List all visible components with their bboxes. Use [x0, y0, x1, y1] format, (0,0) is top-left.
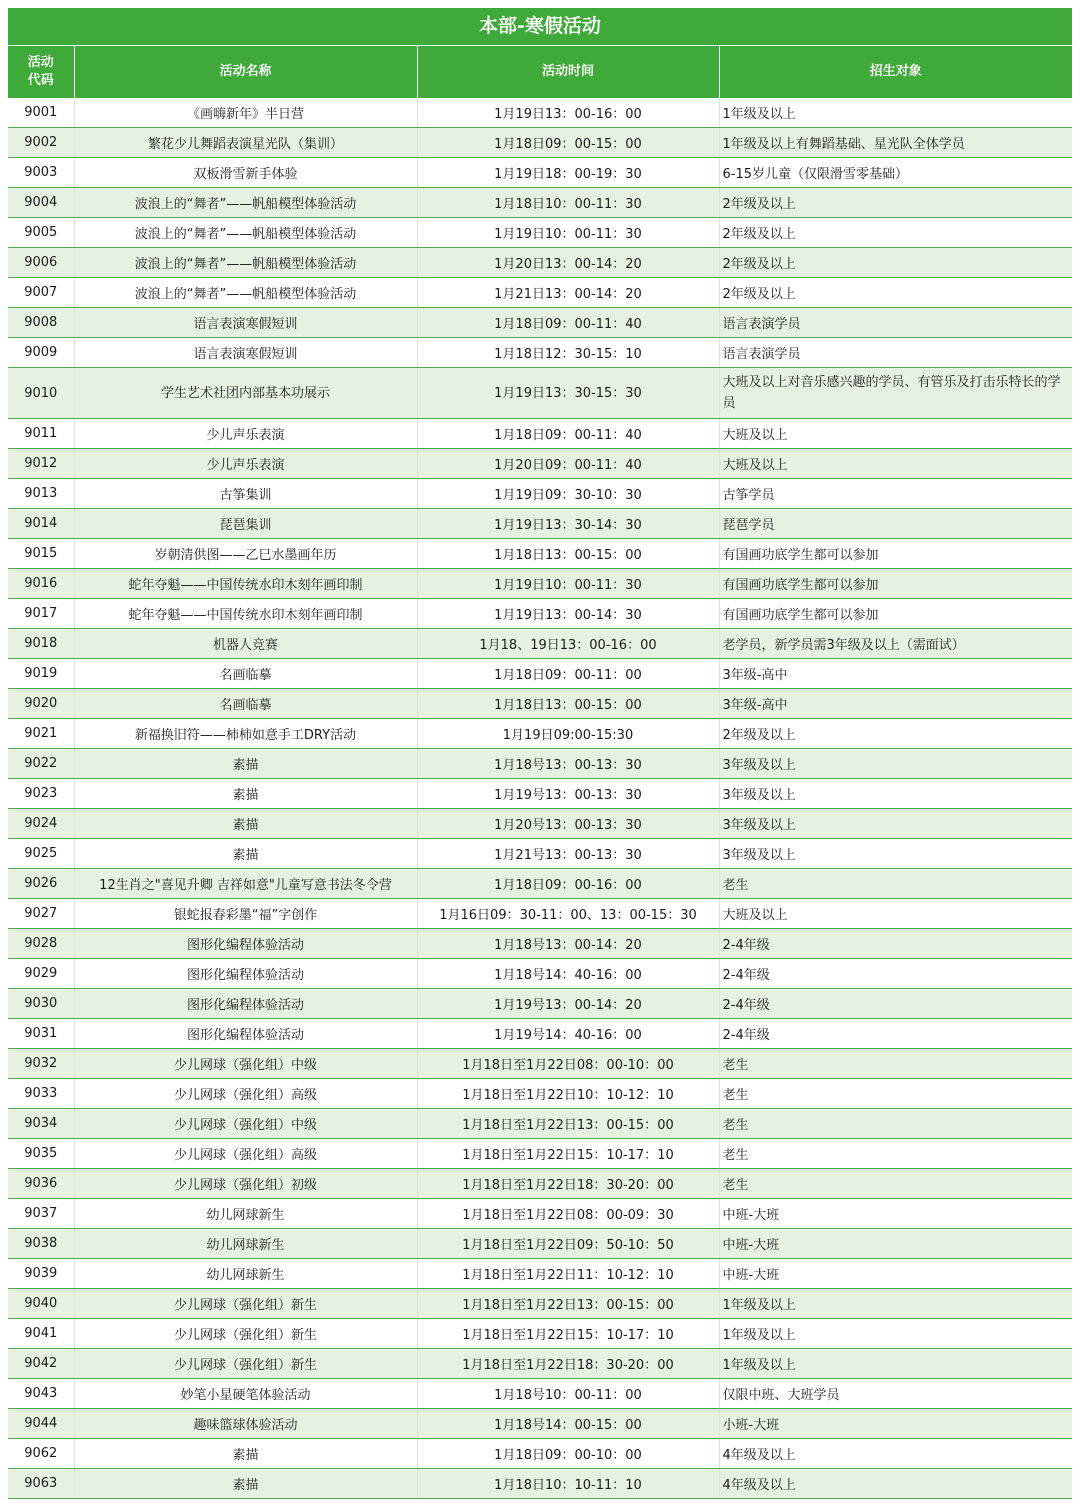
- cell-code: 9029: [8, 959, 74, 989]
- cell-name: 机器人竞赛: [74, 629, 417, 659]
- table-row: [8, 689, 1072, 719]
- cell-time: 1月18日09：00-15：00: [417, 128, 719, 158]
- cell-name: 岁朝清供图——乙巳水墨画年历: [74, 539, 417, 569]
- cell-time: 1月18日至1月22日09：50-10：50: [417, 1229, 719, 1259]
- table-row: [8, 1169, 1072, 1199]
- cell-code: 9044: [8, 1409, 74, 1439]
- cell-target: 2-4年级: [719, 1019, 1072, 1049]
- cell-time: 1月20号13：00-13：30: [417, 809, 719, 839]
- cell-name: 图形化编程体验活动: [74, 1019, 417, 1049]
- cell-code: 9003: [8, 158, 74, 188]
- cell-target: 大班及以上对音乐感兴趣的学员、有管乐及打击乐特长的学员: [719, 368, 1072, 419]
- cell-time: 1月19日09：30-10：30: [417, 479, 719, 509]
- cell-time: 1月19日13：00-14：30: [417, 599, 719, 629]
- cell-time: 1月19号14：40-16：00: [417, 1019, 719, 1049]
- cell-target: 3年级及以上: [719, 779, 1072, 809]
- cell-code: 9010: [8, 368, 74, 419]
- cell-target: 3年级-高中: [719, 659, 1072, 689]
- cell-time: 1月21日13：00-14：20: [417, 278, 719, 308]
- cell-name: 妙笔小星硬笔体验活动: [74, 1379, 417, 1409]
- table-row: [8, 479, 1072, 509]
- cell-target: 中班-大班: [719, 1259, 1072, 1289]
- cell-target: 老生: [719, 1109, 1072, 1139]
- table-row: [8, 338, 1072, 368]
- cell-time: 1月18号14：00-15：00: [417, 1409, 719, 1439]
- cell-code: 9023: [8, 779, 74, 809]
- cell-time: 1月19日10：00-11：30: [417, 218, 719, 248]
- cell-target: 2-4年级: [719, 929, 1072, 959]
- cell-time: 1月18日09：00-11：00: [417, 659, 719, 689]
- cell-time: 1月19日13：30-14：30: [417, 509, 719, 539]
- cell-time: 1月18日至1月22日08：00-09：30: [417, 1199, 719, 1229]
- cell-name: 少儿声乐表演: [74, 449, 417, 479]
- cell-time: 1月19日10：00-11：30: [417, 569, 719, 599]
- table-row: [8, 749, 1072, 779]
- cell-time: 1月18日09：00-10：00: [417, 1439, 719, 1469]
- cell-code: 9033: [8, 1079, 74, 1109]
- table-row: [8, 278, 1072, 308]
- table-row: [8, 419, 1072, 449]
- cell-time: 1月18日至1月22日10：10-12：10: [417, 1079, 719, 1109]
- cell-time: 1月18日10：00-11：30: [417, 188, 719, 218]
- cell-name: 语言表演寒假短训: [74, 338, 417, 368]
- table-row: [8, 128, 1072, 158]
- table-row: [8, 929, 1072, 959]
- cell-code: 9017: [8, 599, 74, 629]
- cell-name: 银蛇报春彩墨“福”字创作: [74, 899, 417, 929]
- cell-target: 1年级及以上: [719, 1319, 1072, 1349]
- cell-time: 1月18号13：00-14：20: [417, 929, 719, 959]
- table-row: [8, 719, 1072, 749]
- cell-name: 学生艺术社团内部基本功展示: [74, 368, 417, 419]
- cell-code: 9024: [8, 809, 74, 839]
- cell-code: 9002: [8, 128, 74, 158]
- table-row: [8, 989, 1072, 1019]
- cell-time: 1月18日13：00-15：00: [417, 539, 719, 569]
- cell-target: 2-4年级: [719, 989, 1072, 1019]
- cell-target: 小班-大班: [719, 1409, 1072, 1439]
- cell-target: 大班及以上: [719, 899, 1072, 929]
- cell-name: 图形化编程体验活动: [74, 989, 417, 1019]
- cell-code: 9005: [8, 218, 74, 248]
- cell-time: 1月16日09：30-11：00、13：00-15：30: [417, 899, 719, 929]
- table-row: [8, 569, 1072, 599]
- cell-name: 素描: [74, 809, 417, 839]
- cell-time: 1月18日至1月22日18：30-20：00: [417, 1169, 719, 1199]
- table-row: [8, 1349, 1072, 1379]
- cell-target: 仅限中班、大班学员: [719, 1379, 1072, 1409]
- cell-target: 1年级及以上有舞蹈基础、星光队全体学员: [719, 128, 1072, 158]
- cell-code: 9001: [8, 98, 74, 128]
- cell-target: 老生: [719, 1079, 1072, 1109]
- cell-time: 1月19号13：00-13：30: [417, 779, 719, 809]
- cell-name: 少儿网球（强化组）新生: [74, 1349, 417, 1379]
- table-row: [8, 659, 1072, 689]
- cell-code: 9025: [8, 839, 74, 869]
- cell-time: 1月18号10：00-11：00: [417, 1379, 719, 1409]
- cell-time: 1月18日09：00-11：40: [417, 308, 719, 338]
- cell-target: 6-15岁儿童（仅限滑雪零基础）: [719, 158, 1072, 188]
- cell-code: 9031: [8, 1019, 74, 1049]
- cell-code: 9030: [8, 989, 74, 1019]
- cell-code: 9041: [8, 1319, 74, 1349]
- header-code: 活动 代码: [8, 46, 74, 99]
- cell-name: 蛇年夺魁——中国传统水印木刻年画印制: [74, 569, 417, 599]
- cell-target: 语言表演学员: [719, 338, 1072, 368]
- cell-time: 1月18日09：00-11：40: [417, 419, 719, 449]
- cell-target: 中班-大班: [719, 1229, 1072, 1259]
- cell-time: 1月19日13：30-15：30: [417, 368, 719, 419]
- table-row: [8, 509, 1072, 539]
- cell-time: 1月20日13：00-14：20: [417, 248, 719, 278]
- cell-code: 9038: [8, 1229, 74, 1259]
- table-row: [8, 1079, 1072, 1109]
- cell-code: 9008: [8, 308, 74, 338]
- table-row: [8, 368, 1072, 419]
- cell-target: 4年级及以上: [719, 1439, 1072, 1469]
- table-body: [8, 98, 1072, 1499]
- cell-target: 大班及以上: [719, 449, 1072, 479]
- cell-name: 素描: [74, 749, 417, 779]
- cell-code: 9042: [8, 1349, 74, 1379]
- cell-code: 9014: [8, 509, 74, 539]
- cell-code: 9040: [8, 1289, 74, 1319]
- cell-target: 老生: [719, 869, 1072, 899]
- cell-time: 1月20日09：00-11：40: [417, 449, 719, 479]
- activity-table: [8, 45, 1072, 1499]
- table-row: [8, 869, 1072, 899]
- table-row: [8, 1289, 1072, 1319]
- table-row: [8, 839, 1072, 869]
- cell-time: 1月18日至1月22日18：30-20：00: [417, 1349, 719, 1379]
- table-row: [8, 959, 1072, 989]
- cell-name: 蛇年夺魁——中国传统水印木刻年画印制: [74, 599, 417, 629]
- table-row: [8, 1439, 1072, 1469]
- cell-code: 9019: [8, 659, 74, 689]
- table-row: [8, 1379, 1072, 1409]
- cell-target: 3年级及以上: [719, 809, 1072, 839]
- cell-code: 9039: [8, 1259, 74, 1289]
- cell-code: 9012: [8, 449, 74, 479]
- cell-code: 9026: [8, 869, 74, 899]
- cell-name: 波浪上的“舞者”——帆船模型体验活动: [74, 278, 417, 308]
- header-target: 招生对象: [719, 46, 1072, 99]
- cell-name: 少儿网球（强化组）新生: [74, 1319, 417, 1349]
- cell-code: 9032: [8, 1049, 74, 1079]
- cell-code: 9007: [8, 278, 74, 308]
- cell-time: 1月19日18：00-19：30: [417, 158, 719, 188]
- cell-name: 波浪上的“舞者”——帆船模型体验活动: [74, 188, 417, 218]
- table-row: [8, 188, 1072, 218]
- cell-code: 9015: [8, 539, 74, 569]
- cell-code: 9036: [8, 1169, 74, 1199]
- cell-time: 1月18日至1月22日13：00-15：00: [417, 1109, 719, 1139]
- cell-target: 有国画功底学生都可以参加: [719, 539, 1072, 569]
- cell-target: 老生: [719, 1169, 1072, 1199]
- cell-name: 少儿网球（强化组）初级: [74, 1169, 417, 1199]
- cell-name: 少儿网球（强化组）中级: [74, 1049, 417, 1079]
- cell-target: 大班及以上: [719, 419, 1072, 449]
- cell-name: 少儿网球（强化组）高级: [74, 1139, 417, 1169]
- cell-name: 少儿网球（强化组）中级: [74, 1109, 417, 1139]
- cell-name: 繁花少儿舞蹈表演星光队（集训）: [74, 128, 417, 158]
- cell-name: 双板滑雪新手体验: [74, 158, 417, 188]
- cell-name: 波浪上的“舞者”——帆船模型体验活动: [74, 218, 417, 248]
- cell-target: 2年级及以上: [719, 278, 1072, 308]
- cell-name: 幼儿网球新生: [74, 1259, 417, 1289]
- table-row: [8, 449, 1072, 479]
- cell-time: 1月18日至1月22日08：00-10：00: [417, 1049, 719, 1079]
- table-row: [8, 218, 1072, 248]
- cell-name: 少儿网球（强化组）高级: [74, 1079, 417, 1109]
- cell-target: 2年级及以上: [719, 719, 1072, 749]
- cell-target: 2-4年级: [719, 959, 1072, 989]
- cell-time: 1月18日至1月22日15：10-17：10: [417, 1319, 719, 1349]
- table-row: [8, 1229, 1072, 1259]
- cell-name: 图形化编程体验活动: [74, 929, 417, 959]
- cell-target: 3年级-高中: [719, 689, 1072, 719]
- table-row: [8, 1199, 1072, 1229]
- table-row: [8, 248, 1072, 278]
- cell-target: 3年级及以上: [719, 839, 1072, 869]
- cell-time: 1月18日09：00-16：00: [417, 869, 719, 899]
- cell-target: 语言表演学员: [719, 308, 1072, 338]
- table-row: [8, 629, 1072, 659]
- cell-name: 波浪上的“舞者”——帆船模型体验活动: [74, 248, 417, 278]
- cell-code: 9028: [8, 929, 74, 959]
- header-name: 活动名称: [74, 46, 417, 99]
- cell-code: 9063: [8, 1469, 74, 1499]
- cell-time: 1月18号13：00-13：30: [417, 749, 719, 779]
- cell-target: 琵琶学员: [719, 509, 1072, 539]
- cell-name: 少儿声乐表演: [74, 419, 417, 449]
- cell-code: 9011: [8, 419, 74, 449]
- cell-target: 有国画功底学生都可以参加: [719, 569, 1072, 599]
- activity-sheet: [8, 8, 1072, 1499]
- cell-code: 9013: [8, 479, 74, 509]
- cell-code: 9018: [8, 629, 74, 659]
- cell-time: 1月19号13：00-14：20: [417, 989, 719, 1019]
- cell-target: 老生: [719, 1049, 1072, 1079]
- table-row: [8, 1019, 1072, 1049]
- cell-name: 幼儿网球新生: [74, 1229, 417, 1259]
- cell-code: 9035: [8, 1139, 74, 1169]
- cell-target: 4年级及以上: [719, 1469, 1072, 1499]
- cell-code: 9022: [8, 749, 74, 779]
- cell-name: 素描: [74, 839, 417, 869]
- cell-name: 古筝集训: [74, 479, 417, 509]
- cell-name: 名画临摹: [74, 689, 417, 719]
- cell-time: 1月21号13：00-13：30: [417, 839, 719, 869]
- table-row: [8, 1109, 1072, 1139]
- cell-name: 趣味篮球体验活动: [74, 1409, 417, 1439]
- cell-code: 9027: [8, 899, 74, 929]
- cell-name: 少儿网球（强化组）新生: [74, 1289, 417, 1319]
- table-row: [8, 1469, 1072, 1499]
- cell-target: 2年级及以上: [719, 248, 1072, 278]
- cell-code: 9037: [8, 1199, 74, 1229]
- cell-name: 名画临摹: [74, 659, 417, 689]
- table-row: [8, 1049, 1072, 1079]
- table-row: [8, 599, 1072, 629]
- cell-time: 1月18日至1月22日11：10-12：10: [417, 1259, 719, 1289]
- cell-time: 1月19日09:00-15:30: [417, 719, 719, 749]
- table-row: [8, 308, 1072, 338]
- table-row: [8, 899, 1072, 929]
- cell-name: 琵琶集训: [74, 509, 417, 539]
- table-row: [8, 1139, 1072, 1169]
- cell-code: 9016: [8, 569, 74, 599]
- cell-target: 1年级及以上: [719, 98, 1072, 128]
- table-row: [8, 539, 1072, 569]
- cell-time: 1月18日13：00-15：00: [417, 689, 719, 719]
- cell-target: 古筝学员: [719, 479, 1072, 509]
- cell-target: 中班-大班: [719, 1199, 1072, 1229]
- cell-target: 老学员，新学员需3年级及以上（需面试）: [719, 629, 1072, 659]
- cell-target: 2年级及以上: [719, 218, 1072, 248]
- table-row: [8, 1259, 1072, 1289]
- cell-name: 12生肖之"喜见升卿 吉祥如意"儿童写意书法冬令营: [74, 869, 417, 899]
- table-header: [8, 46, 1072, 99]
- page-title: 本部-寒假活动: [8, 8, 1072, 45]
- cell-time: 1月18日至1月22日15：10-17：10: [417, 1139, 719, 1169]
- cell-name: 素描: [74, 779, 417, 809]
- cell-time: 1月18日至1月22日13：00-15：00: [417, 1289, 719, 1319]
- cell-code: 9020: [8, 689, 74, 719]
- cell-time: 1月19日13：00-16：00: [417, 98, 719, 128]
- table-row: [8, 779, 1072, 809]
- cell-name: 幼儿网球新生: [74, 1199, 417, 1229]
- cell-code: 9004: [8, 188, 74, 218]
- cell-target: 1年级及以上: [719, 1289, 1072, 1319]
- table-row: [8, 158, 1072, 188]
- cell-target: 3年级及以上: [719, 749, 1072, 779]
- cell-target: 1年级及以上: [719, 1349, 1072, 1379]
- cell-name: 新福换旧符——柿柿如意手工DRY活动: [74, 719, 417, 749]
- cell-name: 素描: [74, 1469, 417, 1499]
- cell-code: 9009: [8, 338, 74, 368]
- table-row: [8, 809, 1072, 839]
- cell-target: 有国画功底学生都可以参加: [719, 599, 1072, 629]
- cell-name: 素描: [74, 1439, 417, 1469]
- cell-code: 9021: [8, 719, 74, 749]
- cell-time: 1月18、19日13：00-16：00: [417, 629, 719, 659]
- table-row: [8, 1409, 1072, 1439]
- cell-code: 9062: [8, 1439, 74, 1469]
- cell-code: 9043: [8, 1379, 74, 1409]
- cell-code: 9034: [8, 1109, 74, 1139]
- cell-name: 语言表演寒假短训: [74, 308, 417, 338]
- cell-target: 2年级及以上: [719, 188, 1072, 218]
- cell-code: 9006: [8, 248, 74, 278]
- cell-time: 1月18日10：10-11：10: [417, 1469, 719, 1499]
- table-row: [8, 98, 1072, 128]
- cell-time: 1月18日12：30-15：10: [417, 338, 719, 368]
- cell-name: 《画嗨新年》半日营: [74, 98, 417, 128]
- table-row: [8, 1319, 1072, 1349]
- cell-name: 图形化编程体验活动: [74, 959, 417, 989]
- cell-target: 老生: [719, 1139, 1072, 1169]
- header-time: 活动时间: [417, 46, 719, 99]
- cell-time: 1月18号14：40-16：00: [417, 959, 719, 989]
